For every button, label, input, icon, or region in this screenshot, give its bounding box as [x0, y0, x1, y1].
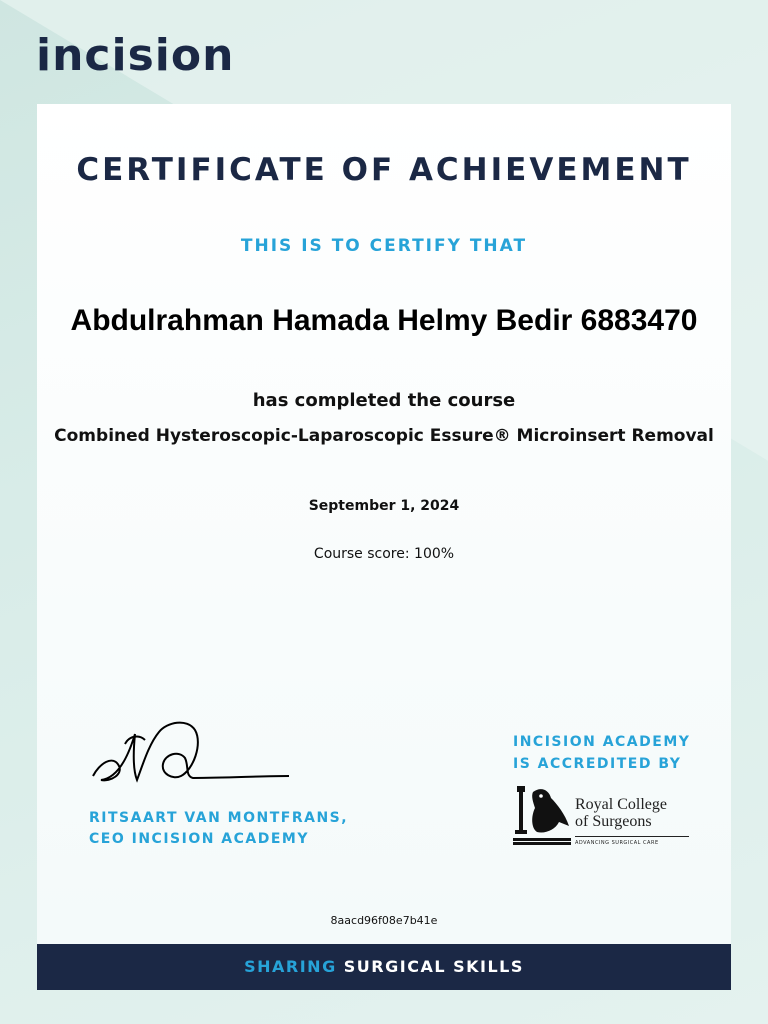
- signer-name: RITSAART VAN MONTFRANS,: [89, 810, 349, 826]
- certificate-id: 8aacd96f08e7b41e: [330, 914, 438, 927]
- footer-highlight: SHARING: [244, 957, 337, 976]
- footer-banner: [37, 944, 731, 990]
- rcs-divider: [575, 836, 689, 837]
- rcs-tagline: ADVANCING SURGICAL CARE: [575, 840, 659, 846]
- rcs-logo: [511, 782, 711, 848]
- accreditation-line2: IS ACCREDITED BY: [513, 756, 682, 772]
- signer-title: CEO INCISION ACADEMY: [89, 831, 310, 847]
- signer-block: [89, 808, 348, 850]
- accreditation-text: [513, 731, 690, 775]
- certify-text: THIS IS TO CERTIFY THAT: [240, 236, 528, 256]
- rcs-crest-icon: [511, 782, 573, 848]
- course-score: Course score: 100%: [313, 546, 455, 562]
- completion-date: September 1, 2024: [308, 498, 460, 514]
- footer-text: SURGICAL SKILLS: [336, 957, 524, 976]
- certificate-card: [37, 104, 731, 944]
- incision-logo: incision: [36, 30, 235, 81]
- signature-image: [89, 714, 299, 790]
- course-name: Combined Hysteroscopic-Laparoscopic Essure® Microinsert Removal: [54, 426, 714, 446]
- accreditation-line1: INCISION ACADEMY: [513, 734, 691, 750]
- certificate-title: CERTIFICATE OF ACHIEVEMENT: [76, 152, 692, 188]
- completed-text: has completed the course: [252, 390, 516, 411]
- recipient-name: Abdulrahman Hamada Helmy Bedir 6883470: [70, 304, 698, 337]
- rcs-name: Royal College of Surgeons: [575, 796, 667, 830]
